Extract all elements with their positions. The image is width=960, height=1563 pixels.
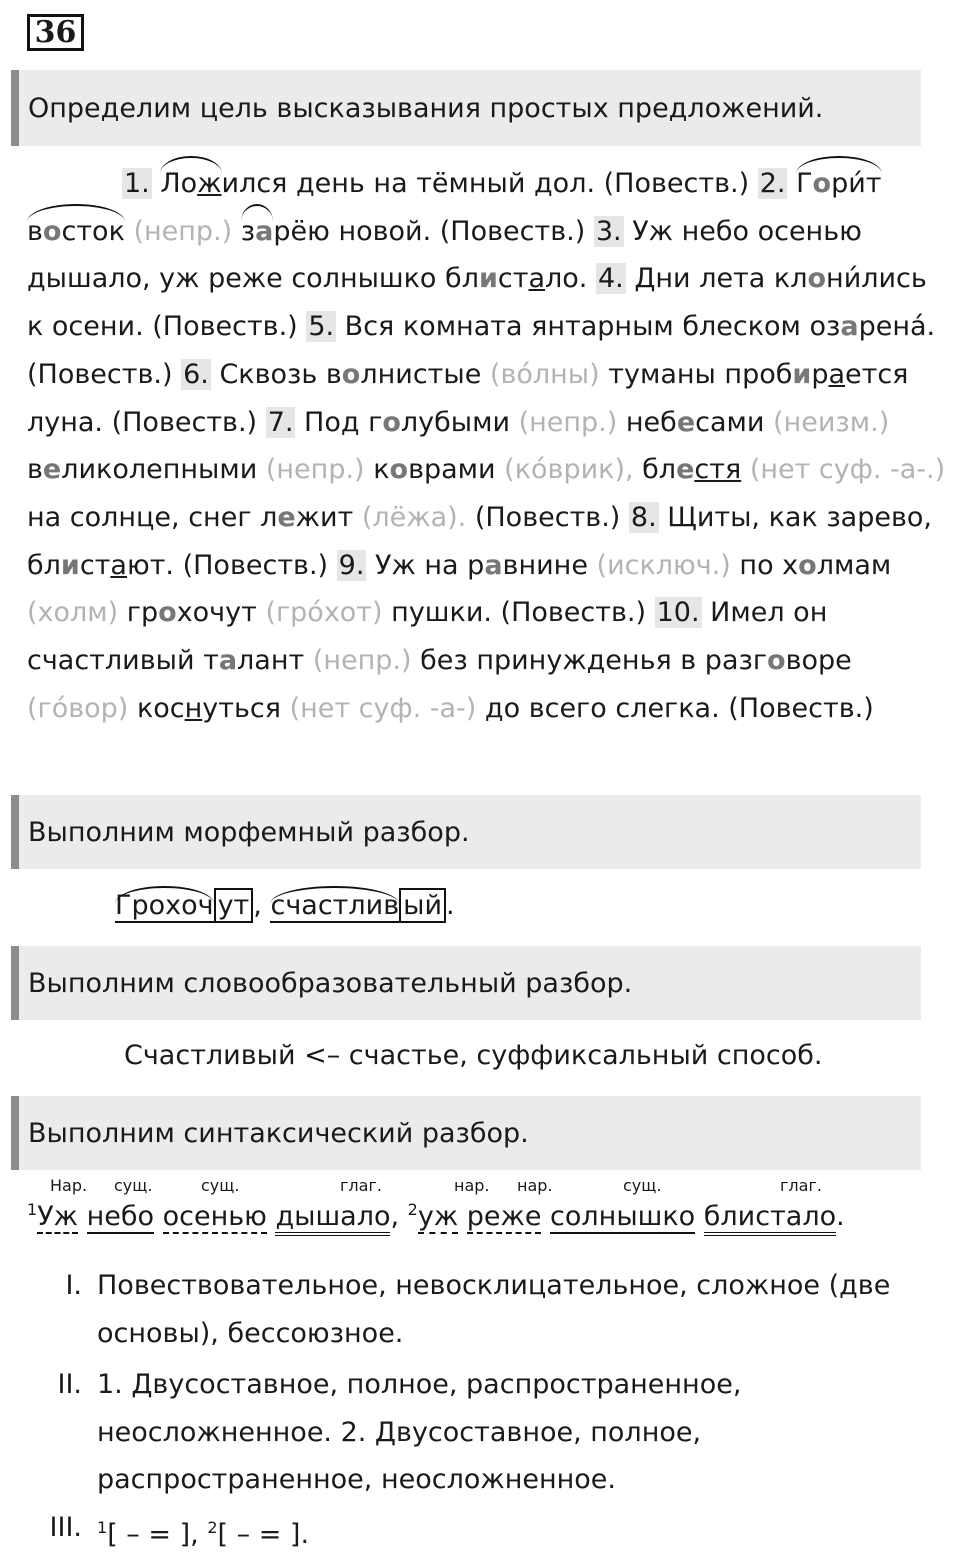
part-of-speech-label: Нар. (50, 1176, 88, 1195)
section-heading-syntax (11, 1096, 921, 1170)
part-of-speech-label: сущ. (201, 1176, 240, 1195)
list-item: I. Повествовательное, невосклицательное, сложное (две основы), бессоюзное. (65, 1270, 891, 1349)
section-title: Выполним синтаксический разбор. (28, 1117, 529, 1149)
part-of-speech-label: сущ. (114, 1176, 153, 1195)
section-heading-purpose (11, 70, 921, 146)
section-heading-derivation (11, 946, 921, 1020)
list-item: II. 1. Двусоставное, полное, распространенное, неосложненное. 2. Двусоставное, полное, распространенное, неосложненное. (57, 1369, 742, 1496)
part-of-speech-label: глаг. (340, 1176, 382, 1195)
task-number: 36 (27, 14, 84, 51)
section-title: Определим цель высказывания простых предложений. (28, 92, 824, 124)
list-item: III. $^1$[ – = ], $^2$[ – = ]. (49, 1512, 310, 1550)
section-title: Выполним словообразовательный разбор. (28, 967, 633, 999)
morpheme-analysis: Грохоч ут , счастлив ый . (115, 890, 455, 921)
part-of-speech-label: нар. (517, 1176, 553, 1195)
syntax-sentence: $^1$Уж небо осенью дышало, $^2$уж реже солнышко блистало. (27, 1200, 845, 1232)
part-of-speech-label: нар. (454, 1176, 490, 1195)
part-of-speech-label: сущ. (623, 1176, 662, 1195)
derivation-analysis: Счастливый <– счастье, суффиксальный способ. (124, 1040, 823, 1071)
section-heading-morpheme (11, 795, 921, 869)
section-title: Выполним морфемный разбор. (28, 816, 470, 848)
part-of-speech-label: глаг. (780, 1176, 822, 1195)
exercise-text: 1. Ложился день на тёмный дол. (Повеств.) 2. Гори́т восток (непр.) зарёю новой. (Повеств.) 3. Уж небо осенью дышало, уж реже солнышко блистало. 4. Дни лета клони́лись к осени. (Повеств.) 5. Вся комната янтарным блеском озарена́. (Повеств.) 6. Сквозь волнистые (во́лны) туманы пробирается луна. (Повеств.) 7. Под голубыми (непр.) небесами (неизм.) великолепными (непр.) коврами (ко́врик), блестя (нет суф. -а-.) на солнце, снег лежит (лёжа). (Повеств.) 8. Щиты, как зарево, блистают. (Повеств.) 9. Уж на равнине (исключ.) по холмам (холм) грохочут (гро́хот) пушки. (Повеств.) 10. Имел он счастливый талант (непр.) без принужденья в разговоре (го́вор) коснуться (нет суф. -а-) до всего слегка. (Повеств.) (27, 160, 947, 732)
